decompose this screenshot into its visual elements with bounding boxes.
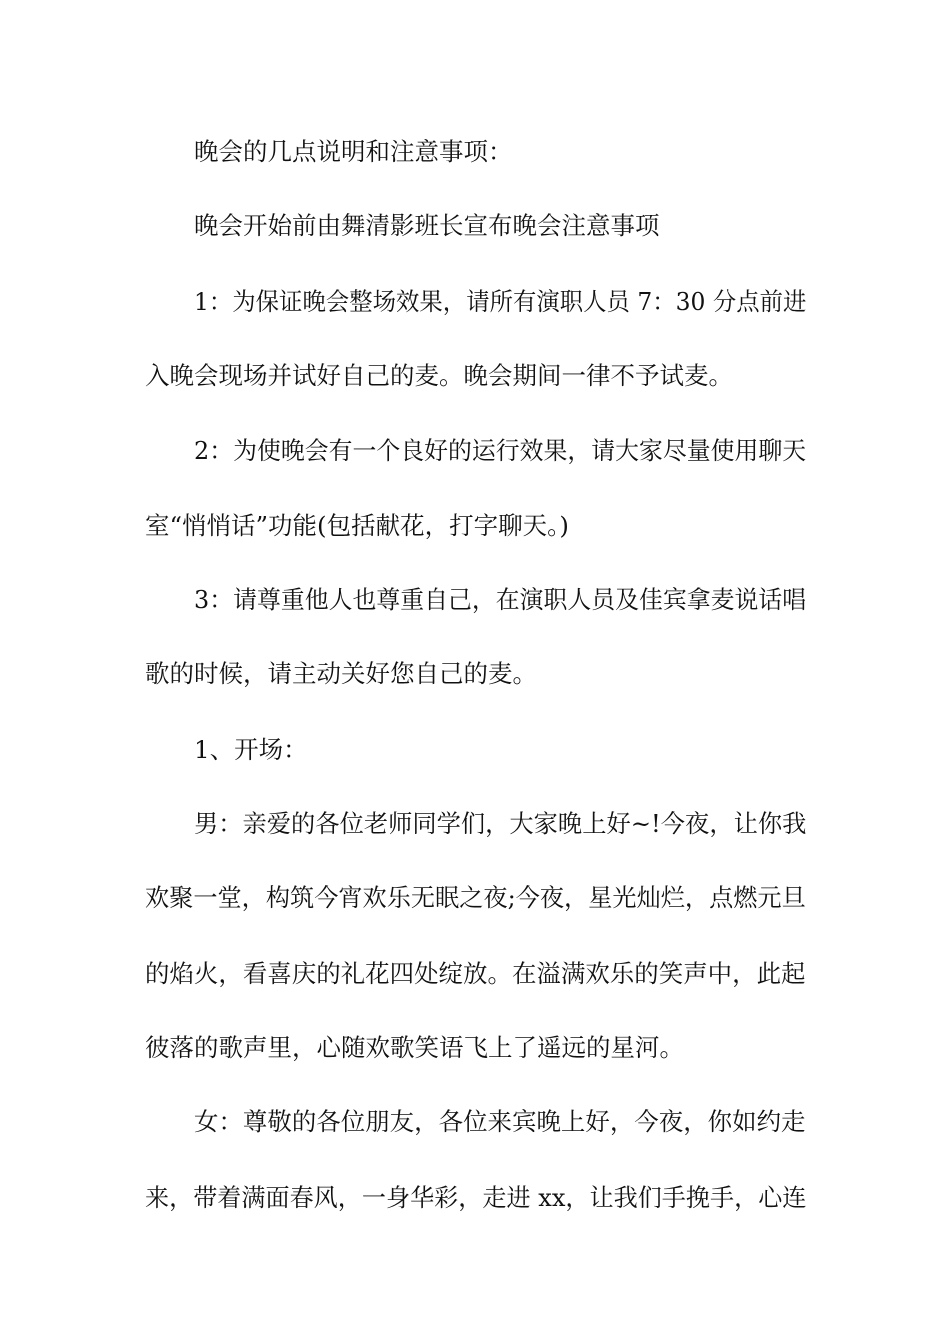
paragraph-line: 入晚会现场并试好自己的麦。晚会期间一律不予试麦。: [145, 361, 733, 390]
paragraph-line: 来，带着满面春风，一身华彩，走进 xx，让我们手挽手，心连: [145, 1183, 807, 1212]
paragraph-line: 歌的时候，请主动关好您自己的麦。: [145, 659, 537, 688]
paragraph-line: 欢聚一堂，构筑今宵欢乐无眠之夜;今夜，星光灿烂，点燃元旦: [145, 883, 806, 912]
paragraph-line: 彼落的歌声里，心随欢歌笑语飞上了遥远的星河。: [145, 1033, 684, 1062]
paragraph-line: 晚会开始前由舞清影班长宣布晚会注意事项: [194, 211, 660, 240]
paragraph-line: 3：请尊重他人也尊重自己，在演职人员及佳宾拿麦说话唱: [194, 585, 807, 614]
paragraph-line: 男：亲爱的各位老师同学们，大家晚上好~!今夜，让你我: [194, 809, 807, 838]
paragraph-line: 1：为保证晚会整场效果，请所有演职人员 7：30 分点前进: [194, 287, 807, 316]
heading-notes: 晚会的几点说明和注意事项：: [194, 137, 513, 166]
paragraph-line: 女：尊敬的各位朋友，各位来宾晚上好，今夜，你如约走: [194, 1107, 806, 1136]
section-heading-opening: 1、开场：: [194, 735, 308, 764]
paragraph-line: 2：为使晚会有一个良好的运行效果，请大家尽量使用聊天: [194, 436, 807, 465]
paragraph-line: 的焰火，看喜庆的礼花四处绽放。在溢满欢乐的笑声中，此起: [145, 959, 806, 988]
paragraph-line: 室“悄悄话”功能(包括献花，打字聊天。): [145, 511, 569, 540]
